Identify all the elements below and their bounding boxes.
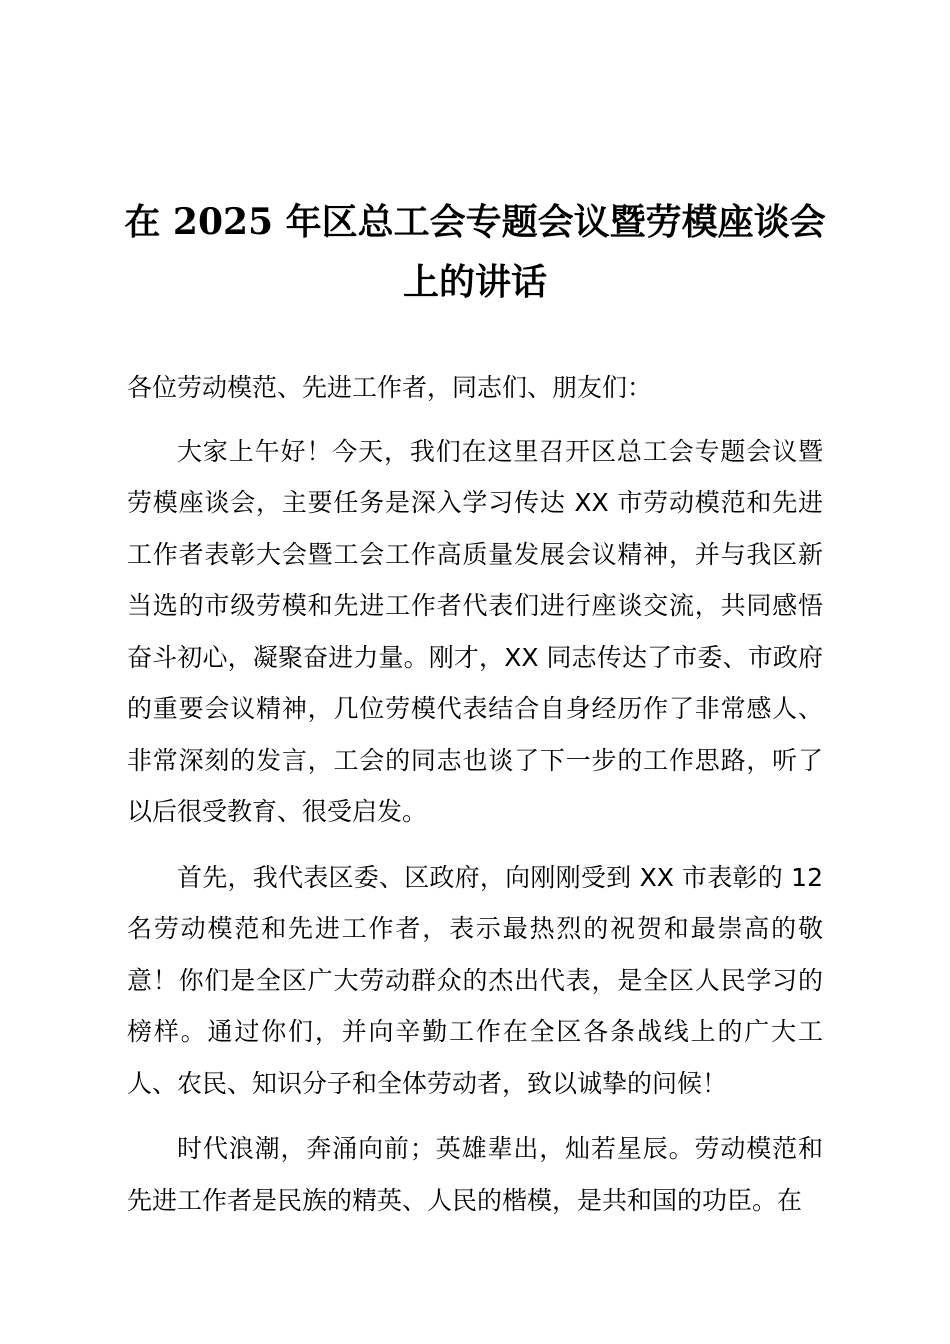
paragraph-3: 时代浪潮，奔涌向前；英雄辈出，灿若星辰。劳动模范和先进工作者是民族的精英、人民的楷模，是共和国的功臣。在 — [127, 1134, 823, 1215]
paragraph-1: 大家上午好！今天，我们在这里召开区总工会专题会议暨劳模座谈会，主要任务是深入学习传达 XX 市劳动模范和先进工作者表彰大会暨工会工作高质量发展会议精神，并与我区新当选的市级劳模和先进工作者代表们进行座谈交流，共同感悟奋斗初心，凝聚奋进力量。刚才，XX 同志传达了市委、市政府的重要会议精神，几位劳模代表结合自身经历作了非常感人、非常深刻的发言，工会的同志也谈了下一步的工作思路，听了以后很受教育、很受启发。 — [127, 436, 823, 826]
document-title: 在 2025 年区总工会专题会议暨劳模座谈会上的讲话 — [124, 201, 826, 303]
document-body — [127, 362, 823, 1240]
greeting-line: 各位劳动模范、先进工作者，同志们、朋友们： — [127, 373, 653, 402]
paragraph-2: 首先，我代表区委、区政府，向刚刚受到 XX 市表彰的 12 名劳动模范和先进工作者，表示最热烈的祝贺和最崇高的敬意！你们是全区广大劳动群众的杰出代表，是全区人民学习的榜样。通过你们，并向辛勤工作在全区各条战线上的广大工人、农民、知识分子和全体劳动者，致以诚挚的问候！ — [127, 862, 823, 1098]
